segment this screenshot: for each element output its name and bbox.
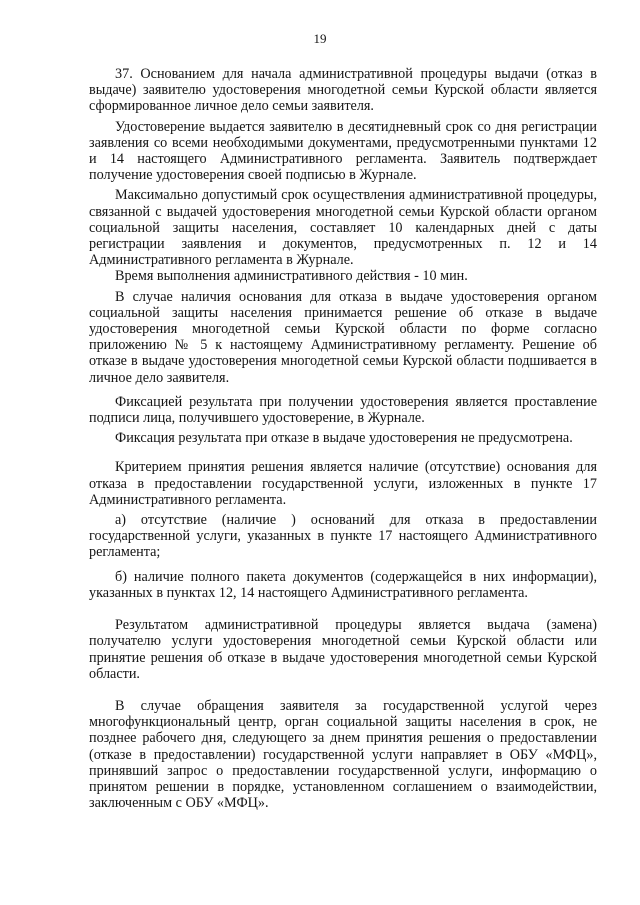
document-body bbox=[89, 66, 597, 811]
list-item-a: а) отсутствие (наличие ) оснований для отказа в предоставлении государственной услуги, указанных в пункте 17 настоящего Административного регламента; bbox=[89, 512, 597, 561]
paragraph-37-basis: 37. Основанием для начала административной процедуры выдачи (отказ в выдаче) заявителю удостоверения многодетной семьи Курской области является сформированное личное дело семьи заявителя. bbox=[89, 66, 597, 115]
paragraph-mfc-request: В случае обращения заявителя за государственной услугой через многофункциональный центр, орган социальной защиты населения в срок, не позднее рабочего дня, следующего за днем принятия решения о предоставлении (отказе в предоставлении) государственной услуги направляет в ОБУ «МФЦ», принявший запрос о предоставлении государственной услуги, информацию о принятом решении в порядке, установленном соглашением о взаимодействии, заключенным с ОБУ «МФЦ». bbox=[89, 697, 597, 812]
paragraph-result-fixation-refusal: Фиксация результата при отказе в выдаче удостоверения не предусмотрена. bbox=[115, 430, 573, 447]
page-number: 19 bbox=[313, 31, 327, 46]
paragraph-issue-term: Удостоверение выдается заявителю в десятидневный срок со дня регистрации заявления со всеми необходимыми документами, предусмотренными пунктами 12 и 14 настоящего Административного регламента. Заявитель подтверждает получение удостоверения своей подписью в Журнале. bbox=[89, 118, 597, 184]
paragraph-action-time: Время выполнения административного действия - 10 мин. bbox=[115, 268, 468, 285]
paragraph-result-fixation-issue: Фиксацией результата при получении удостоверения является проставление подписи лица, получившего удостоверение, в Журнале. bbox=[89, 393, 597, 427]
paragraph-max-term: Максимально допустимый срок осуществления административной процедуры, связанной с выдачей удостоверения многодетной семьи Курской области органом социальной защиты населения, составляет 10 календарных дней с даты регистрации заявления и документов, предусмотренных п. 12 и 14 Административного регламента в Журнале. bbox=[89, 187, 597, 269]
paragraph-procedure-result: Результатом административной процедуры является выдача (замена) получателю услуги удостоверения многодетной семьи Курской области или принятие решения об отказе в выдаче удостоверения многодетной семьи Курской области. bbox=[89, 617, 597, 682]
list-item-b: б) наличие полного пакета документов (содержащейся в них информации), указанных в пунктах 12, 14 настоящего Административного регламента. bbox=[89, 568, 597, 601]
paragraph-decision-criterion: Критерием принятия решения является наличие (отсутствие) основания для отказа в предоставлении государственной услуги, изложенных в пункте 17 Административного регламента. bbox=[89, 459, 597, 508]
paragraph-refusal-grounds: В случае наличия основания для отказа в выдаче удостоверения органом социальной защиты населения принимается решение об отказе в выдаче удостоверения многодетной семьи Курской области по форме согласно приложению № 5 к настоящему Административному регламенту. Решение об отказе в выдаче удостоверения многодетной семьи Курской области подшивается в личное дело заявителя. bbox=[89, 288, 597, 386]
